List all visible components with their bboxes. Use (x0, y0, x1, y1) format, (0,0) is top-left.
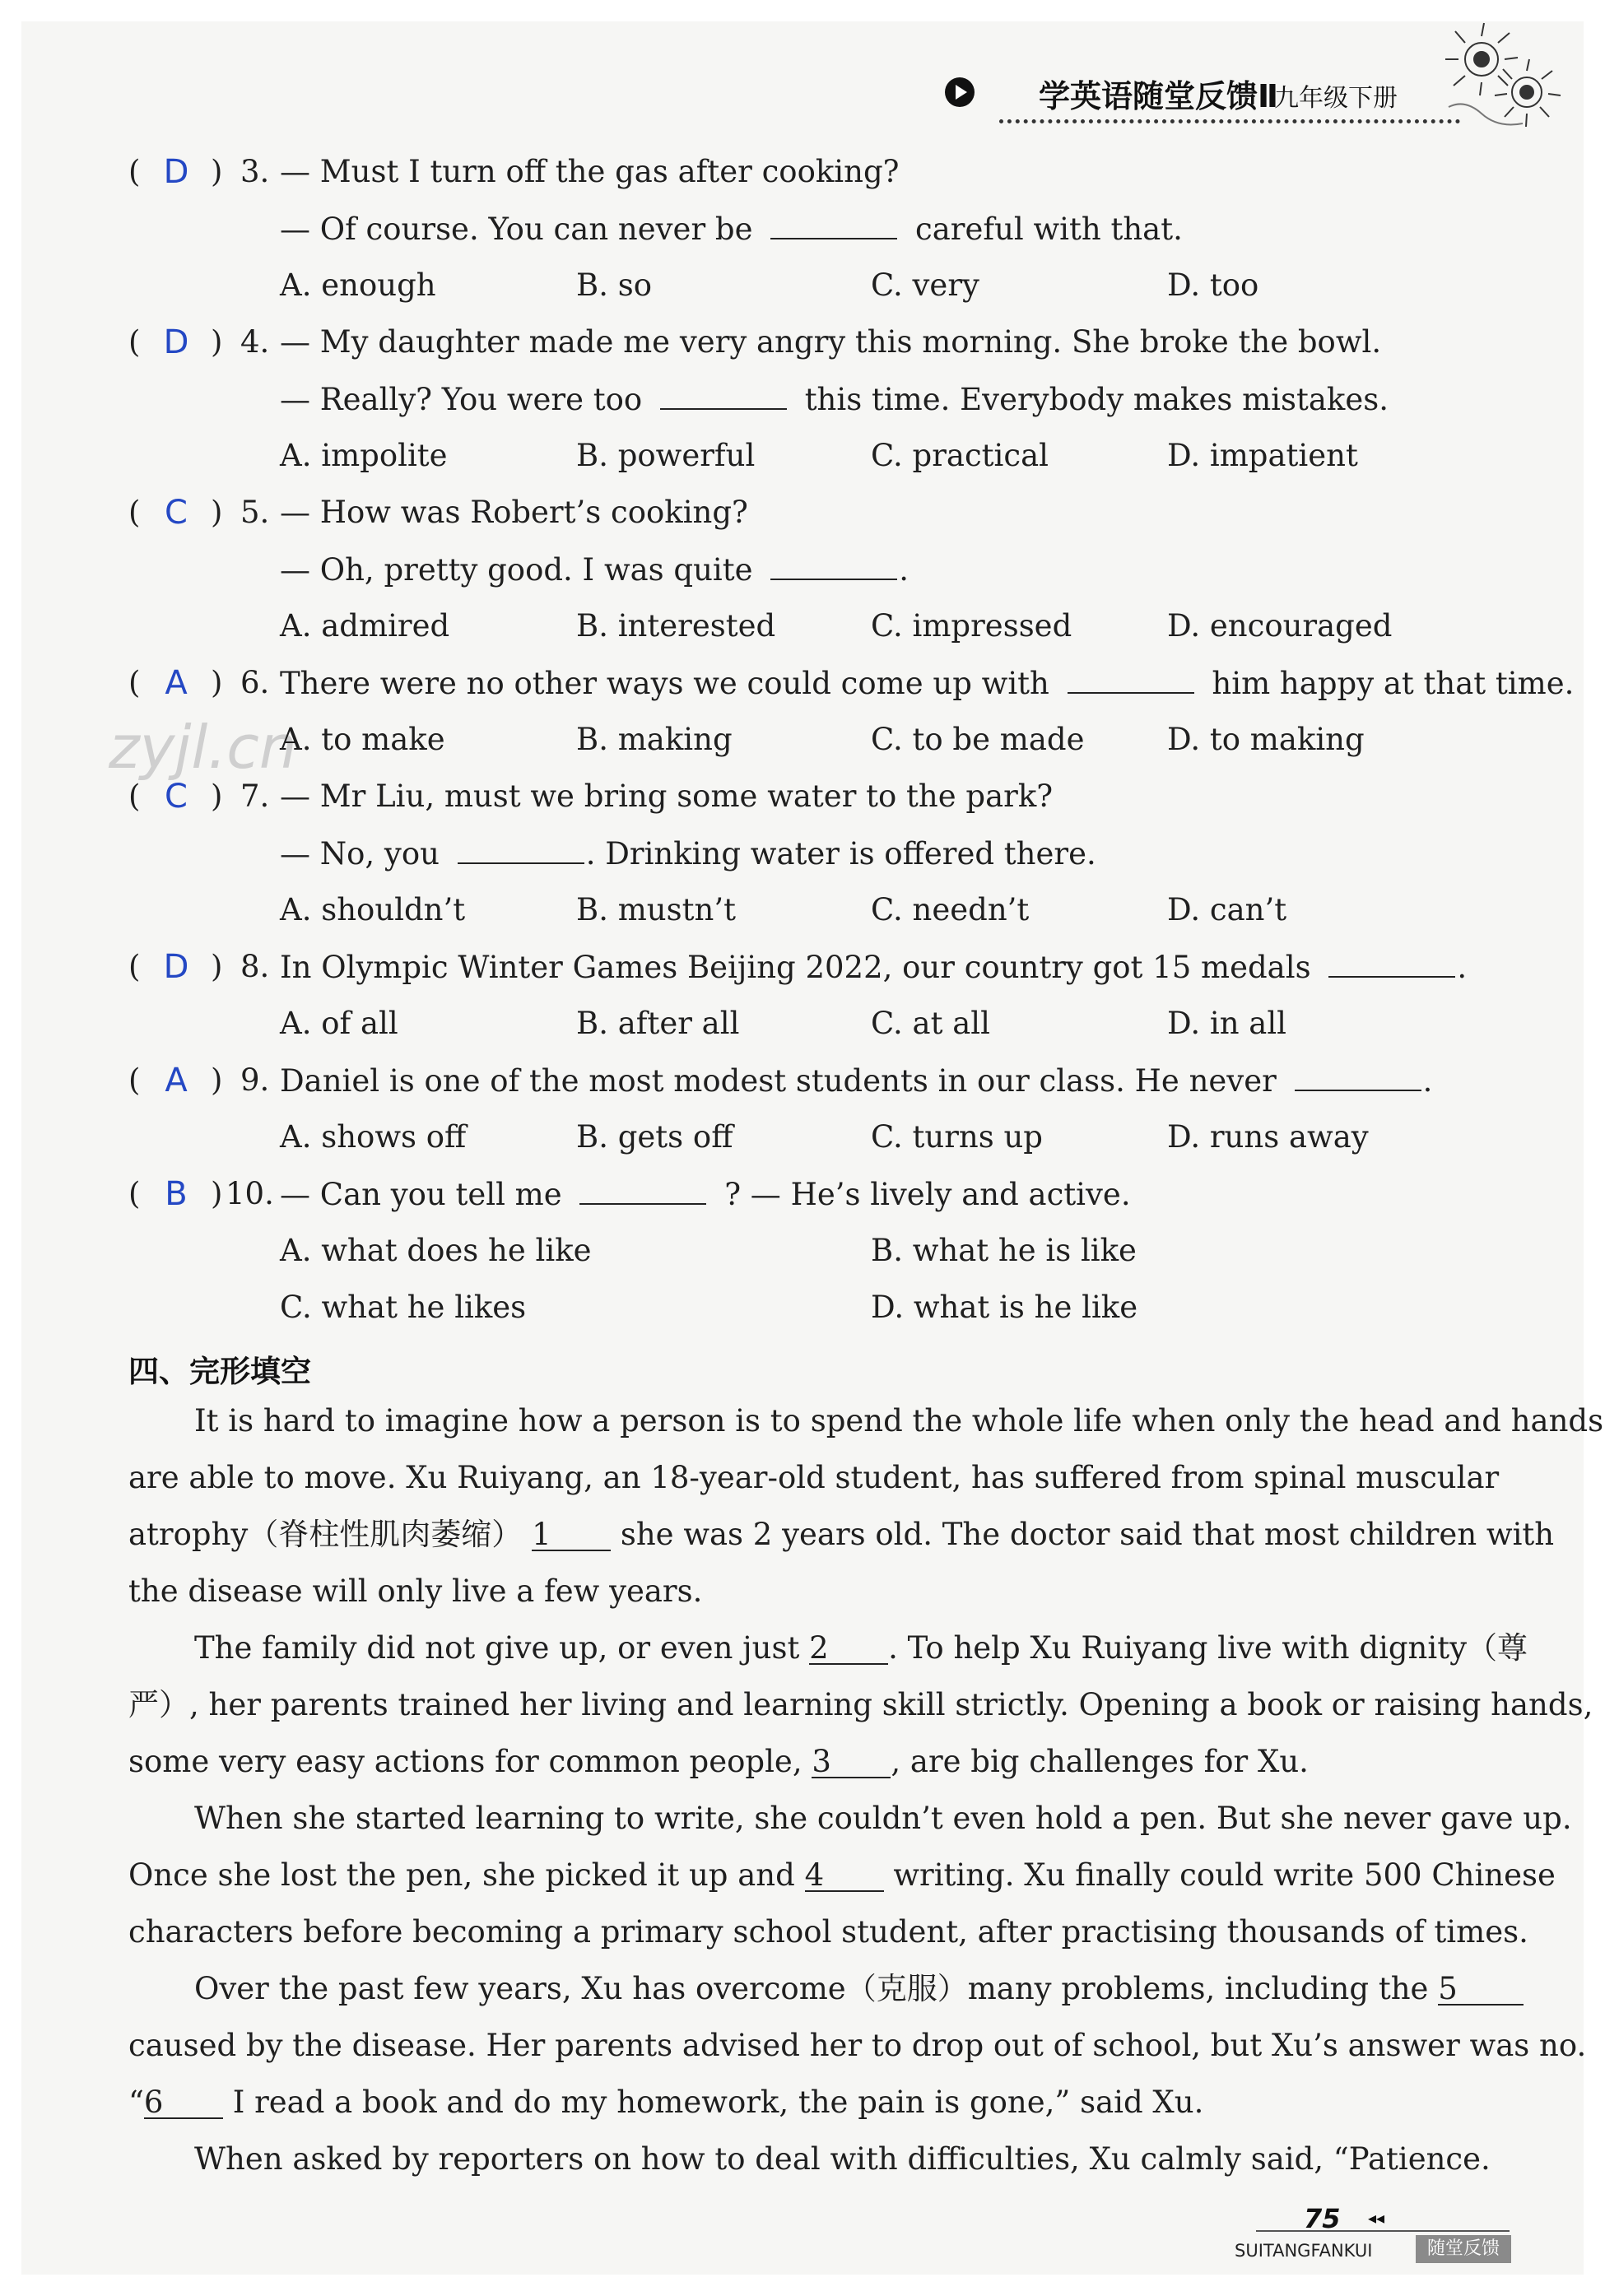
answer-q8: D (163, 948, 189, 986)
question-number: 8. (240, 949, 270, 984)
header-title: 学英语随堂反馈Ⅱ (1039, 78, 1279, 114)
paragraph-text: I read a book and do my homework, the pain is gone,” said Xu. (232, 2085, 1204, 2120)
option-c: C. needn’t (871, 892, 1030, 927)
stem-text: — Can you tell me (280, 1177, 562, 1212)
paragraph-line (128, 1506, 1555, 1563)
cloze-paragraph-5 (128, 2131, 1491, 2187)
question-number: 5. (240, 495, 270, 530)
answer-q4: D (163, 323, 189, 361)
paragraph-line (128, 1620, 1528, 1676)
question-stem: — My daughter made me very angry this morning. She broke the bowl. (280, 324, 1382, 360)
paragraph-line: 严）, her parents trained her living and learning skill strictly. Opening a book or raising hands, (128, 1687, 1593, 1722)
cloze-blank-1: 1 (532, 1520, 611, 1551)
question-stem (280, 1175, 1131, 1214)
answer-blank (660, 380, 787, 410)
answer-q3: D (163, 153, 189, 191)
decorative-flower-icon (1432, 16, 1572, 140)
answer-bracket-close: ) (211, 665, 223, 700)
question-stem (280, 1062, 1432, 1100)
paragraph-line: It is hard to imagine how a person is to spend the whole life when only the head and hands (194, 1403, 1604, 1438)
answer-bracket-close: ) (211, 324, 223, 360)
paragraph-line: are able to move. Xu Ruiyang, an 18-year-old student, has suffered from spinal muscular (128, 1460, 1500, 1495)
stem-text: — Of course. You can never be (280, 211, 753, 247)
stem-text: careful with that. (915, 211, 1183, 247)
stem-text: In Olympic Winter Games Beijing 2022, our country got 15 medals (280, 950, 1311, 985)
answer-blank (770, 210, 897, 239)
option-a: A. shows off (280, 1119, 467, 1155)
option-a: A. to make (280, 722, 445, 757)
cloze-blank-4: 4 (805, 1861, 884, 1892)
paragraph-text: . To help Xu Ruiyang live with dignity（尊 (888, 1630, 1528, 1666)
question-stem-line2 (280, 210, 1183, 249)
option-a: A. what does he like (280, 1233, 592, 1268)
option-c: C. to be made (871, 722, 1085, 757)
answer-bracket-open: ( (128, 779, 141, 814)
option-d: D. to making (1167, 722, 1365, 757)
footer-rule (1256, 2230, 1510, 2232)
cloze-paragraph-1 (128, 1392, 1604, 1620)
stem-text: him happy at that time. (1212, 666, 1575, 701)
stem-text: There were no other ways we could come up with (280, 666, 1049, 701)
paragraph-text: “ (128, 2085, 144, 2120)
paragraph-text: The family did not give up, or even just (194, 1630, 800, 1666)
paragraph-line: the disease will only live a few years. (128, 1573, 703, 1609)
question-stem: — Must I turn off the gas after cooking? (280, 154, 900, 189)
answer-q10: B (165, 1175, 188, 1213)
answer-blank (770, 551, 897, 580)
option-b: B. after all (576, 1006, 740, 1041)
answer-bracket-open: ( (128, 1176, 141, 1211)
answer-bracket-close: ) (211, 1176, 223, 1211)
question-stem (280, 664, 1574, 703)
option-a: A. enough (280, 267, 436, 303)
paragraph-line: caused by the disease. Her parents advised her to drop out of school, but Xu’s answer was no. (128, 2028, 1587, 2063)
question-stem: — How was Robert’s cooking? (280, 495, 748, 530)
paragraph-line (128, 2074, 1475, 2131)
answer-q9: A (165, 1062, 188, 1099)
stem-text: — Oh, pretty good. I was quite (280, 552, 753, 588)
answer-q7: C (165, 778, 188, 816)
answer-bracket-close: ) (211, 154, 223, 189)
footer-brand: SUITANGFANKUI (1235, 2241, 1373, 2261)
answer-q5: C (165, 494, 188, 532)
paragraph-line: When asked by reporters on how to deal with difficulties, Xu calmly said, “Patience. (194, 2141, 1491, 2177)
option-d: D. too (1167, 267, 1259, 303)
paragraph-line (128, 1960, 1475, 2017)
question-number: 3. (240, 154, 270, 189)
option-a: A. of all (280, 1006, 398, 1041)
option-b: B. mustn’t (576, 892, 736, 927)
option-b: B. gets off (576, 1119, 733, 1155)
play-bullet-icon (945, 77, 975, 107)
answer-bracket-open: ( (128, 949, 141, 984)
option-d: D. runs away (1167, 1119, 1369, 1155)
answer-blank (1328, 948, 1455, 978)
header-dotted-rule (999, 119, 1460, 123)
page-arrows-icon: ◂◂ (1368, 2208, 1385, 2228)
answer-bracket-open: ( (128, 665, 141, 700)
cloze-blank-2: 2 (809, 1634, 888, 1665)
option-a: A. admired (280, 608, 450, 644)
cloze-paragraph-3 (128, 1790, 1572, 1960)
option-b: B. making (576, 722, 733, 757)
stem-text: Daniel is one of the most modest students in our class. He never (280, 1063, 1277, 1099)
option-b: B. powerful (576, 438, 756, 473)
page-number: 75 (1304, 2203, 1341, 2234)
cloze-blank-6: 6 (144, 2088, 223, 2119)
watermark: zyjl.cn (109, 713, 297, 782)
paragraph-line (128, 1733, 1475, 1790)
answer-bracket-open: ( (128, 495, 141, 530)
option-a: A. impolite (280, 438, 448, 473)
paragraph-text: , are big challenges for Xu. (891, 1744, 1309, 1779)
header-subtitle: 九年级下册 (1274, 84, 1398, 113)
question-stem-line2 (280, 551, 909, 589)
option-c: C. turns up (871, 1119, 1043, 1155)
answer-bracket-open: ( (128, 1062, 141, 1098)
stem-text: — No, you (280, 836, 440, 871)
answer-blank (1295, 1062, 1421, 1091)
answer-bracket-close: ) (211, 1062, 223, 1098)
option-d: D. impatient (1167, 438, 1358, 473)
paragraph-text: Over the past few years, Xu has overcome（克服）many problems, including the (194, 1971, 1429, 2006)
answer-blank (1068, 664, 1194, 694)
stem-text: . (1422, 1063, 1433, 1099)
answer-bracket-close: ) (211, 779, 223, 814)
option-b: B. so (576, 267, 652, 303)
option-c: C. what he likes (280, 1290, 527, 1325)
question-number: 9. (240, 1062, 270, 1098)
option-d: D. encouraged (1167, 608, 1393, 644)
cloze-paragraph-4 (128, 1960, 1587, 2131)
paragraph-text: atrophy（脊柱性肌肉萎缩） (128, 1517, 523, 1552)
answer-q6: A (165, 664, 188, 702)
option-d: D. what is he like (871, 1290, 1138, 1325)
paragraph-text: some very easy actions for common people, (128, 1744, 802, 1779)
question-number: 10. (226, 1176, 274, 1211)
paragraph-line: characters before becoming a primary school student, after practising thousands of times. (128, 1914, 1528, 1950)
option-b: B. what he is like (871, 1233, 1137, 1268)
option-c: C. practical (871, 438, 1049, 473)
option-c: C. very (871, 267, 979, 303)
stem-text: this time. Everybody makes mistakes. (804, 382, 1389, 417)
answer-bracket-close: ) (211, 949, 223, 984)
cloze-blank-3: 3 (812, 1747, 891, 1778)
option-a: A. shouldn’t (280, 892, 466, 927)
paragraph-text: she was 2 years old. The doctor said that most children with (620, 1517, 1555, 1552)
option-b: B. interested (576, 608, 776, 644)
paragraph-line: When she started learning to write, she couldn’t even hold a pen. But she never gave up. (194, 1801, 1572, 1836)
question-stem-line2 (280, 834, 1096, 873)
option-d: D. in all (1167, 1006, 1287, 1041)
answer-bracket-close: ) (211, 495, 223, 530)
question-stem (280, 948, 1467, 987)
option-c: C. at all (871, 1006, 990, 1041)
cloze-blank-5: 5 (1438, 1974, 1524, 2006)
answer-bracket-open: ( (128, 154, 141, 189)
question-number: 6. (240, 665, 270, 700)
stem-text: . Drinking water is offered there. (585, 836, 1096, 871)
footer-tag: 随堂反馈 (1416, 2235, 1511, 2263)
section-title: 四、完形填空 (128, 1354, 311, 1389)
answer-blank (458, 834, 584, 864)
question-stem-line2 (280, 380, 1389, 419)
stem-text: . (1457, 950, 1468, 985)
paragraph-text: Once she lost the pen, she picked it up and (128, 1857, 795, 1893)
answer-blank (579, 1175, 706, 1205)
answer-bracket-open: ( (128, 324, 141, 360)
option-c: C. impressed (871, 608, 1072, 644)
stem-text: — Really? You were too (280, 382, 643, 417)
paragraph-line (128, 1847, 1556, 1903)
question-number: 4. (240, 324, 270, 360)
cloze-paragraph-2 (128, 1620, 1593, 1790)
question-stem: — Mr Liu, must we bring some water to the park? (280, 779, 1054, 814)
stem-text: . (899, 552, 910, 588)
stem-text: ? — He’s lively and active. (724, 1177, 1131, 1212)
paragraph-text: writing. Xu finally could write 500 Chinese (893, 1857, 1556, 1893)
option-d: D. can’t (1167, 892, 1287, 927)
question-number: 7. (240, 779, 270, 814)
